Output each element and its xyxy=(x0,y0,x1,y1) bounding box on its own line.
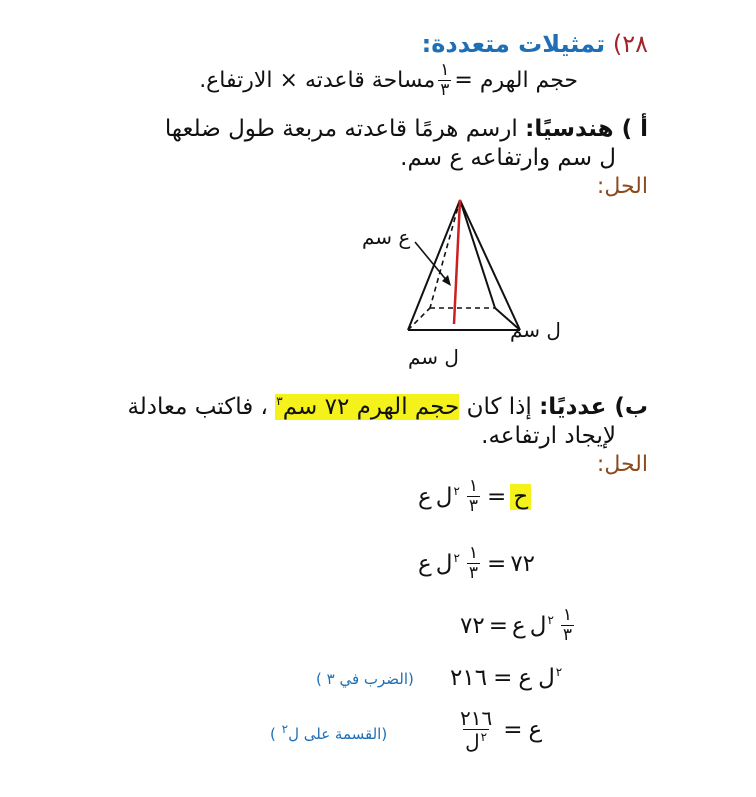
eq3-l: $^٢$ل xyxy=(529,612,554,639)
eq5-h: ع xyxy=(528,716,543,743)
problem-number: ٢٨) xyxy=(612,30,648,58)
equation-4 xyxy=(450,665,562,691)
eq1-equals: = xyxy=(487,483,507,510)
part-a-text1: ارسم هرمًا قاعدته مربعة طول ضلعها xyxy=(164,116,518,142)
equation-2 xyxy=(418,545,535,582)
eq1-fraction: $\frac{١}{٣}$ xyxy=(468,476,479,516)
part-b-label: ب) عدديًا: xyxy=(539,394,648,420)
highlight-text: حجم الهرم ٧٢ سم xyxy=(282,394,460,420)
equation-3 xyxy=(460,607,577,644)
eq2-fraction: $\frac{١}{٣}$ xyxy=(468,543,479,583)
formula-right: مساحة قاعدته × الارتفاع. xyxy=(199,68,436,93)
right-side-label: ل سم xyxy=(510,318,561,342)
eq5-fraction: $\frac{٢١٦}{^٢ل}$ xyxy=(460,706,493,754)
pyramid-figure xyxy=(350,190,590,370)
eq5-note: (القسمة على ل$^٢$ ) xyxy=(270,722,388,743)
eq2-h: ع xyxy=(418,550,432,577)
part-a-line2: ل سم وارتفاعه ع سم. xyxy=(400,145,616,171)
equation-5 xyxy=(455,708,542,752)
height-label: ع سم xyxy=(362,225,411,249)
eq4-l: $^٢$ل xyxy=(538,665,563,691)
lateral-edge-back xyxy=(460,200,495,308)
eq2-l: $^٢$ل xyxy=(435,550,460,577)
eq4-rhs: ٢١٦ xyxy=(450,665,488,691)
eq2-lhs: ٧٢ xyxy=(510,550,536,577)
part-b-text-before: إذا كان xyxy=(466,394,532,420)
eq3-rhs: ٧٢ xyxy=(460,612,485,639)
volume-formula xyxy=(199,62,578,99)
bottom-side-label: ل سم xyxy=(408,345,459,369)
formula-numerator: ١ xyxy=(440,60,450,80)
eq1-h: ع xyxy=(418,483,432,510)
eq3-h: ع xyxy=(512,612,526,639)
part-a-solution-label: الحل: xyxy=(596,174,648,199)
part-a-line1 xyxy=(165,116,648,142)
part-a-label: أ ) هندسيًا: xyxy=(525,116,648,142)
formula-fraction xyxy=(438,62,451,99)
eq1-lhs: ح xyxy=(510,484,531,510)
problem-header xyxy=(422,30,648,58)
part-b-text-after: ، فاكتب معادلة xyxy=(127,394,268,420)
eq5-equals: = xyxy=(503,716,523,743)
part-b-highlight xyxy=(275,394,459,420)
formula-denominator: ٣ xyxy=(440,80,450,100)
equation-1 xyxy=(418,478,531,515)
base-left-hidden-edge xyxy=(408,308,430,330)
highlight-sup: ٣ xyxy=(276,394,283,409)
lateral-edge-right xyxy=(460,200,520,330)
part-b-line2: لإيجاد ارتفاعه. xyxy=(481,423,616,449)
problem-title: تمثيلات متعددة: xyxy=(421,30,606,58)
part-b-solution-label: الحل: xyxy=(596,452,648,477)
eq2-equals: = xyxy=(487,550,507,577)
part-b-line1 xyxy=(127,394,648,420)
eq4-equals: = xyxy=(493,665,513,691)
eq3-equals: = xyxy=(488,612,508,639)
eq3-fraction: $\frac{١}{٣}$ xyxy=(562,605,573,645)
eq1-l: $^٢$ل xyxy=(435,483,460,510)
eq4-note: (الضرب في ٣ ) xyxy=(316,670,414,688)
eq4-h: ع xyxy=(518,665,533,691)
formula-left: حجم الهرم = xyxy=(454,68,578,93)
